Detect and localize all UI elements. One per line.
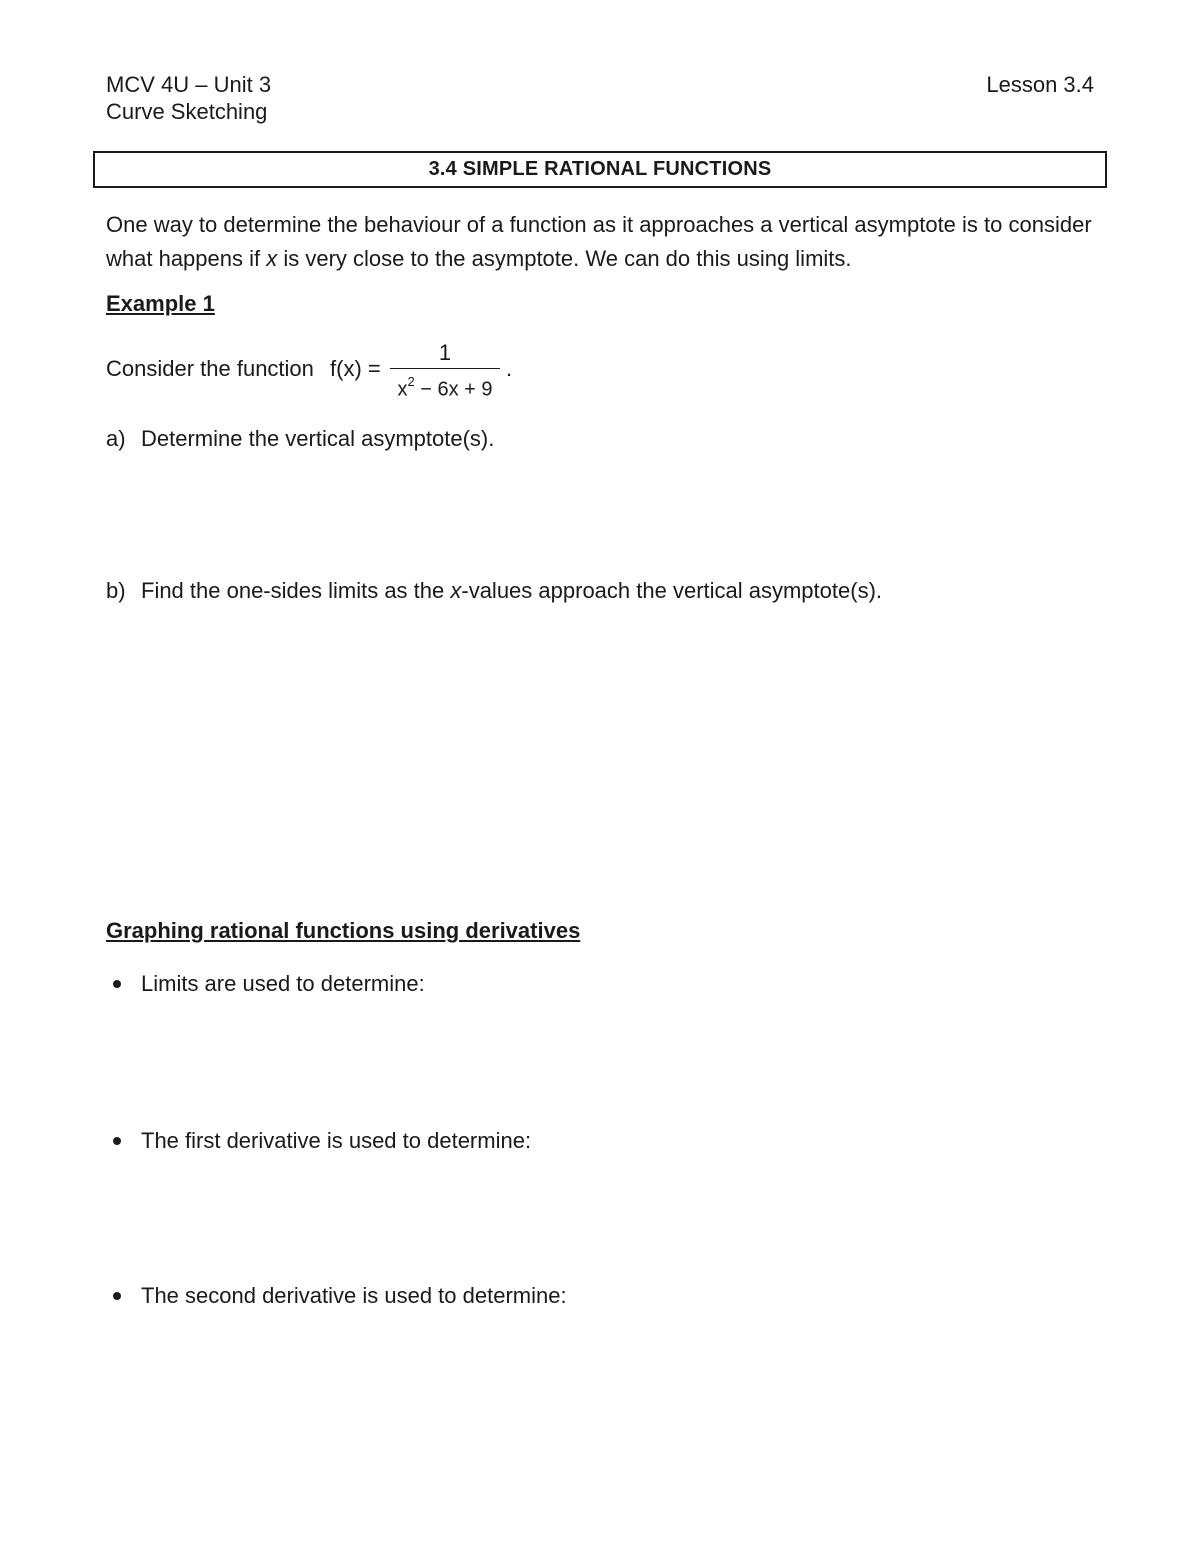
denominator-base: x: [397, 378, 408, 401]
function-end-punctuation: .: [506, 356, 513, 381]
bullet-icon: [113, 1137, 121, 1145]
bullet-item-limits: Limits are used to determine:: [141, 971, 425, 996]
fraction-denominator: [390, 371, 500, 403]
bullet-item-second-derivative: The second derivative is used to determine:: [141, 1283, 567, 1308]
intro-text-start: One way to determine the behaviour of a function as it approaches a vertical asymptote is to consider what happens if: [106, 212, 1092, 271]
topic-label: Curve Sketching: [106, 99, 268, 124]
intro-text-end: is very close to the asymptote. We can do this using limits.: [277, 246, 852, 271]
question-b-variable: x: [450, 578, 462, 603]
consider-text: Consider the function: [106, 356, 314, 381]
section-heading: Graphing rational functions using derivatives: [106, 918, 581, 943]
title-box: [93, 151, 1107, 188]
lesson-label: Lesson 3.4: [986, 72, 1094, 97]
question-b-text-end: -values approach the vertical asymptote(s).: [461, 578, 883, 603]
question-a-label: a): [106, 426, 126, 451]
question-b-text-start: Find the one-sides limits as the: [141, 578, 451, 603]
question-b-text: [141, 578, 882, 604]
bullet-icon: [113, 980, 121, 988]
bullet-icon: [113, 1292, 121, 1300]
question-a-text: Determine the vertical asymptote(s).: [141, 426, 495, 451]
course-unit-label: MCV 4U – Unit 3: [106, 72, 272, 97]
denominator-exponent: 2: [407, 374, 415, 389]
denominator-rest: − 6x + 9: [414, 378, 493, 401]
example-heading: Example 1: [106, 291, 215, 316]
page-title: 3.4 SIMPLE RATIONAL FUNCTIONS: [428, 158, 772, 180]
fraction: [390, 340, 500, 403]
fraction-numerator: 1: [438, 340, 452, 365]
fraction-bar: [390, 368, 500, 369]
intro-paragraph: [106, 208, 1096, 276]
function-lhs: f(x) =: [330, 356, 381, 381]
question-b-label: b): [106, 578, 126, 603]
intro-variable: x: [266, 246, 278, 271]
bullet-item-first-derivative: The first derivative is used to determine:: [141, 1128, 532, 1153]
